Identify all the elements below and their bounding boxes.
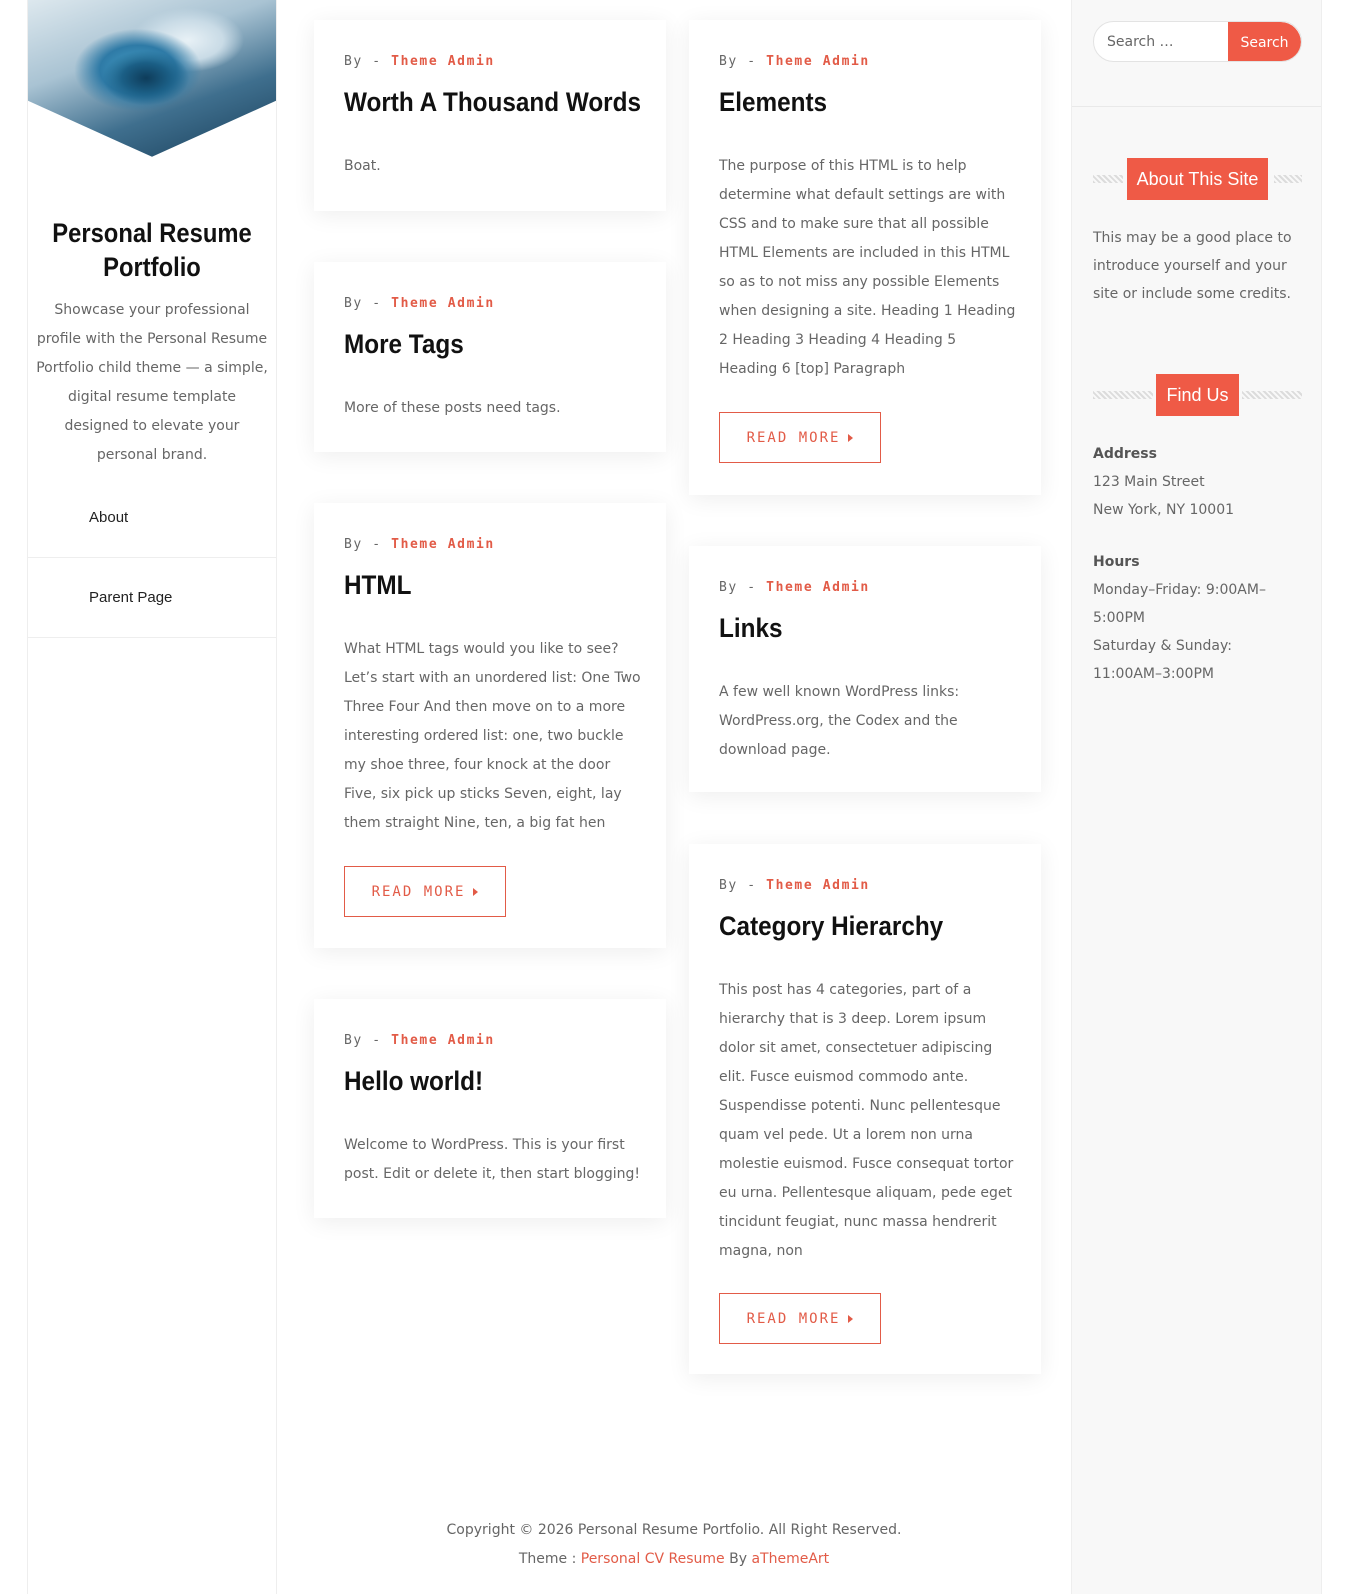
post-card [689, 20, 1041, 495]
site-title[interactable] [43, 216, 261, 284]
site-logo[interactable] [28, 0, 276, 160]
caret-right-icon [848, 1315, 853, 1323]
post-byline: By - Theme Admin [719, 54, 870, 69]
widget-title-about: About This Site [1127, 158, 1268, 200]
post-title[interactable]: More Tags [344, 329, 464, 359]
post-card [689, 844, 1041, 1374]
widget-findus-content [1093, 440, 1298, 688]
post-author-link[interactable]: Theme Admin [391, 537, 495, 552]
zigzag-decoration [1242, 391, 1302, 399]
address-line1: 123 Main Street [1093, 474, 1205, 490]
post-excerpt: More of these posts need tags. [344, 400, 561, 416]
post-card [314, 999, 666, 1218]
caret-right-icon [848, 434, 853, 442]
widget-about-text: This may be a good place to introduce yourself and your site or include some credits. [1093, 230, 1292, 302]
address-line2: New York, NY 10001 [1093, 502, 1235, 518]
zigzag-decoration [1093, 391, 1153, 399]
post-excerpt: Welcome to WordPress. This is your first post. Edit or delete it, then start blogging! [344, 1137, 641, 1182]
post-excerpt: This post has 4 categories, part of a hierarchy that is 3 deep. Lorem ipsum dolor sit amet, consectetuer adipiscing elit. Fusce euismod commodo ante. Suspendisse potenti. Nunc pellentesque quam vel pede. Ut a lorem non urna molestie euismod. Fusce consequat tortor eu urna. Pellentesque aliquam, pede eget tincidunt feugiat, nunc massa hendrerit magna, non [719, 982, 1014, 1259]
post-author-link[interactable]: Theme Admin [766, 54, 870, 69]
site-title-line1: Personal Resume [52, 218, 252, 248]
post-card [689, 546, 1041, 792]
read-more-button[interactable]: READ MORE [344, 866, 506, 917]
post-excerpt: What HTML tags would you like to see? Let’s start with an unordered list: One Two Three Four And then move on to a more interesting ordered list: one, two buckle my shoe three, four knock at the door Five, six pick up sticks Seven, eight, lay them straight Nine, ten, a big fat hen [344, 641, 641, 831]
widget-about-header [1093, 158, 1302, 200]
post-byline: By - Theme Admin [344, 1033, 495, 1048]
caret-right-icon [473, 888, 478, 896]
post-author-link[interactable]: Theme Admin [766, 580, 870, 595]
search-button[interactable]: Search [1228, 22, 1301, 62]
footer-theme-link[interactable]: Personal CV Resume [580, 1551, 725, 1567]
post-byline: By - Theme Admin [719, 580, 870, 595]
footer-credits: Theme : Personal CV Resume By aThemeArt [518, 1551, 830, 1567]
search-form [1093, 21, 1302, 62]
post-card [314, 503, 666, 948]
post-card [314, 20, 666, 211]
post-title[interactable]: Links [719, 613, 783, 643]
post-byline: By - Theme Admin [719, 878, 870, 893]
widget-findus-header [1093, 374, 1302, 416]
post-excerpt: A few well known WordPress links: WordPress.org, the Codex and the download page. [719, 684, 960, 758]
post-card [314, 262, 666, 452]
address-label: Address [1093, 446, 1157, 462]
post-byline: By - Theme Admin [344, 296, 495, 311]
post-excerpt: The purpose of this HTML is to help determine what default settings are with CSS and to make sure that all possible HTML Elements are included in this HTML so as to not miss any possible Elements when designing a site. Heading 1 Heading 2 Heading 3 Heading 4 Heading 5 Heading 6 [top] Paragraph [719, 158, 1016, 377]
hours-weekday: Monday–Friday: 9:00AM–5:00PM [1093, 582, 1266, 626]
post-title[interactable]: Hello world! [344, 1066, 484, 1096]
site-logo-image [28, 0, 276, 160]
zigzag-decoration [1093, 175, 1123, 183]
footer-author-link[interactable]: aThemeArt [751, 1551, 830, 1567]
post-author-link[interactable]: Theme Admin [391, 1033, 495, 1048]
hours-label: Hours [1093, 554, 1140, 570]
search-input[interactable] [1094, 22, 1232, 61]
read-more-button[interactable]: READ MORE [719, 412, 881, 463]
post-title[interactable]: Category Hierarchy [719, 911, 944, 941]
footer-copyright: Copyright © 2026 Personal Resume Portfolio. All Right Reserved. [446, 1522, 902, 1538]
right-sidebar [1071, 0, 1322, 1594]
post-title[interactable]: Elements [719, 87, 828, 117]
post-title[interactable]: Worth A Thousand Words [344, 87, 641, 117]
zigzag-decoration [1274, 175, 1302, 183]
hours-weekend: Saturday & Sunday: 11:00AM–3:00PM [1093, 638, 1232, 682]
nav-item-parent-page[interactable]: Parent Page [28, 558, 276, 638]
sidebar-divider [1072, 106, 1321, 107]
post-excerpt: Boat. [344, 158, 381, 174]
site-description: Showcase your professional profile with the Personal Resume Portfolio child theme — a simple, digital resume template designed to elevate your personal brand. [36, 302, 268, 463]
left-sidebar [27, 0, 277, 1594]
post-author-link[interactable]: Theme Admin [391, 296, 495, 311]
site-footer [277, 1516, 1071, 1574]
widget-title-find-us: Find Us [1156, 374, 1239, 416]
post-title[interactable]: HTML [344, 570, 412, 600]
read-more-button[interactable]: READ MORE [719, 1293, 881, 1344]
post-author-link[interactable]: Theme Admin [766, 878, 870, 893]
site-title-line2: Portfolio [103, 252, 201, 282]
post-author-link[interactable]: Theme Admin [391, 54, 495, 69]
nav-item-about[interactable]: About [28, 478, 276, 558]
post-byline: By - Theme Admin [344, 54, 495, 69]
post-byline: By - Theme Admin [344, 537, 495, 552]
sidebar-nav [28, 478, 276, 638]
